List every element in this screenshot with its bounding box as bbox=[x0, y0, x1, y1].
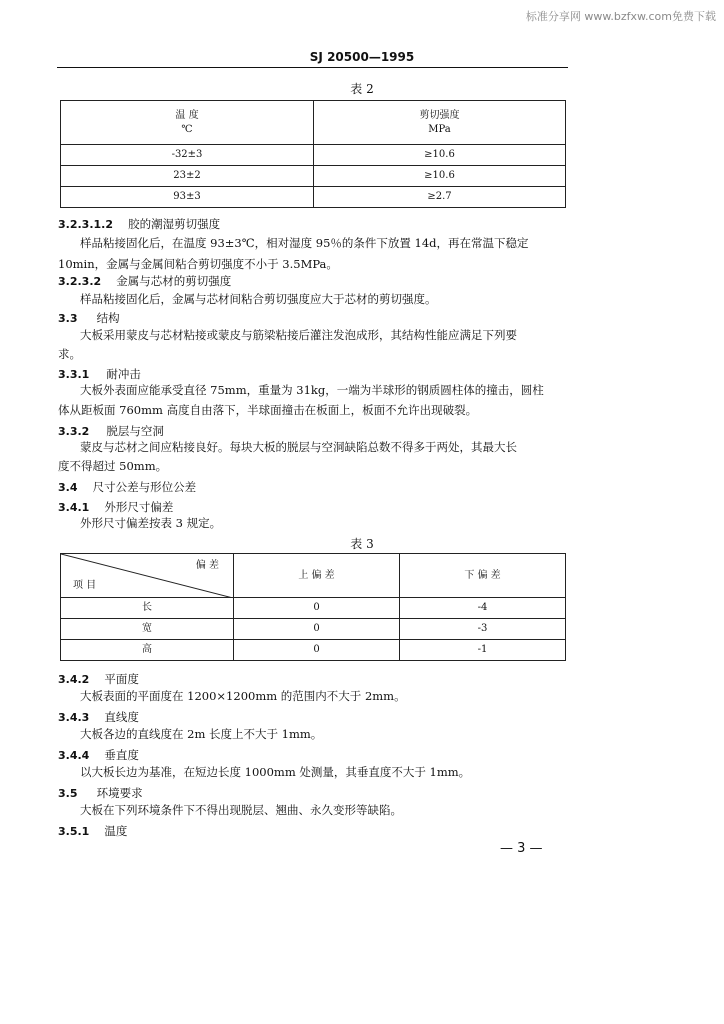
table-cell: 0 bbox=[234, 598, 400, 619]
table-header-row bbox=[61, 101, 566, 145]
paragraph-line: 大板采用蒙皮与芯材粘接或蒙皮与筋梁粘接后灌注发泡成形，其结构性能应满足下列要 bbox=[80, 328, 517, 342]
section-title: 外形尺寸偏差 bbox=[104, 500, 174, 514]
table-header-cell: 下 偏 差 bbox=[400, 554, 566, 598]
section-title: 环境要求 bbox=[96, 786, 143, 800]
section-title: 结构 bbox=[96, 311, 120, 325]
section-number: 3.5 bbox=[58, 787, 78, 800]
table-cell: -4 bbox=[400, 598, 566, 619]
section-title: 温度 bbox=[104, 824, 128, 838]
table-row bbox=[61, 187, 566, 208]
paragraph-line: 度不得超过 50mm。 bbox=[58, 459, 168, 473]
section-number: 3.3.2 bbox=[58, 425, 90, 438]
table-header-row bbox=[61, 554, 566, 598]
heading-3-3-1 bbox=[58, 363, 141, 382]
section-number: 3.4.2 bbox=[58, 673, 90, 686]
paragraph-line: 10min，金属与金属间粘合剪切强度不小于 3.5MPa。 bbox=[58, 257, 338, 271]
header-text: 剪切强度 bbox=[419, 109, 460, 121]
heading-3-2-3-1-2 bbox=[58, 213, 220, 232]
table-cell: 宽 bbox=[61, 619, 234, 640]
section-number: 3.3 bbox=[58, 312, 78, 325]
heading-3-4-3 bbox=[58, 706, 139, 725]
paragraph-line: 体从距板面 760mm 高度自由落下，半球面撞击在板面上，板面不允许出现破裂。 bbox=[58, 403, 478, 417]
table-3 bbox=[60, 553, 566, 661]
section-number: 3.3.1 bbox=[58, 368, 90, 381]
table-cell: ≥2.7 bbox=[314, 187, 566, 208]
section-title: 耐冲击 bbox=[106, 367, 141, 381]
table-cell: 93±3 bbox=[61, 187, 314, 208]
table-row bbox=[61, 145, 566, 166]
heading-3-3-2 bbox=[58, 420, 164, 439]
paragraph-line: 大板各边的直线度在 2m 长度上不大于 1mm。 bbox=[80, 727, 323, 741]
paragraph-line: 求。 bbox=[58, 347, 81, 361]
table3-caption: 表 3 bbox=[350, 537, 374, 551]
table-cell: -32±3 bbox=[61, 145, 314, 166]
section-title: 垂直度 bbox=[104, 748, 139, 762]
section-number: 3.2.3.2 bbox=[58, 275, 102, 288]
corner-top-label: 偏 差 bbox=[195, 560, 219, 571]
page-number: — 3 — bbox=[500, 841, 543, 856]
header-text: 温 度 bbox=[175, 109, 199, 121]
section-title: 尺寸公差与形位公差 bbox=[92, 480, 197, 494]
table-row bbox=[61, 598, 566, 619]
paragraph-line: 外形尺寸偏差按表 3 规定。 bbox=[80, 516, 222, 530]
header-unit: ℃ bbox=[181, 123, 193, 135]
heading-3-4-2 bbox=[58, 668, 139, 687]
table-row bbox=[61, 640, 566, 661]
heading-3-5-1 bbox=[58, 820, 127, 839]
paragraph-line: 样品粘接固化后，在温度 93±3℃，相对湿度 95％的条件下放置 14d，再在常温下稳定 bbox=[80, 236, 529, 250]
table-2 bbox=[60, 100, 566, 208]
paragraph-line: 大板表面的平面度在 1200×1200mm 的范围内不大于 2mm。 bbox=[80, 689, 406, 703]
table-header-cell: 上 偏 差 bbox=[234, 554, 400, 598]
table-cell: 高 bbox=[61, 640, 234, 661]
table2-caption: 表 2 bbox=[350, 82, 374, 96]
heading-3-3 bbox=[58, 307, 120, 326]
header-rule bbox=[57, 67, 568, 68]
table-cell: 0 bbox=[234, 640, 400, 661]
paragraph-line: 以大板长边为基准，在短边长度 1000mm 处测量，其垂直度不大于 1mm。 bbox=[80, 765, 471, 779]
header-unit: MPa bbox=[428, 123, 451, 135]
section-number: 3.4 bbox=[58, 481, 78, 494]
section-number: 3.5.1 bbox=[58, 825, 90, 838]
standard-number-header: SJ 20500—1995 bbox=[309, 50, 415, 64]
table-cell: 长 bbox=[61, 598, 234, 619]
section-title: 金属与芯材的剪切强度 bbox=[116, 274, 232, 288]
corner-bottom-label: 项 目 bbox=[73, 580, 97, 591]
heading-3-4-4 bbox=[58, 744, 139, 763]
section-number: 3.2.3.1.2 bbox=[58, 218, 113, 231]
table-row bbox=[61, 166, 566, 187]
paragraph-line: 大板外表面应能承受直径 75mm，重量为 31kg，一端为半球形的钢质圆柱体的撞击，圆柱 bbox=[80, 383, 544, 397]
section-title: 平面度 bbox=[104, 672, 139, 686]
heading-3-4 bbox=[58, 476, 196, 495]
section-title: 直线度 bbox=[104, 710, 139, 724]
section-title: 胶的潮湿剪切强度 bbox=[128, 217, 221, 231]
table-header-cell bbox=[314, 101, 566, 145]
paragraph-line: 样品粘接固化后，金属与芯材间粘合剪切强度应大于芯材的剪切强度。 bbox=[80, 292, 437, 306]
section-number: 3.4.4 bbox=[58, 749, 90, 762]
table-header-cell bbox=[61, 101, 314, 145]
table-cell: -1 bbox=[400, 640, 566, 661]
heading-3-2-3-2 bbox=[58, 270, 231, 289]
table-cell: -3 bbox=[400, 619, 566, 640]
table-cell: 0 bbox=[234, 619, 400, 640]
paragraph-line: 蒙皮与芯材之间应粘接良好。每块大板的脱层与空洞缺陷总数不得多于两处，其最大长 bbox=[80, 440, 517, 454]
heading-3-5 bbox=[58, 782, 143, 801]
section-number: 3.4.3 bbox=[58, 711, 90, 724]
heading-3-4-1 bbox=[58, 496, 173, 515]
paragraph-line: 大板在下列环境条件下不得出现脱层、翘曲、永久变形等缺陷。 bbox=[80, 803, 402, 817]
watermark: 标准分享网 www.bzfxw.com免费下载 bbox=[525, 10, 716, 23]
diagonal-header-cell bbox=[61, 554, 234, 598]
table-cell: ≥10.6 bbox=[314, 166, 566, 187]
table-row bbox=[61, 619, 566, 640]
section-title: 脱层与空洞 bbox=[106, 424, 164, 438]
section-number: 3.4.1 bbox=[58, 501, 90, 514]
table-cell: ≥10.6 bbox=[314, 145, 566, 166]
table-cell: 23±2 bbox=[61, 166, 314, 187]
